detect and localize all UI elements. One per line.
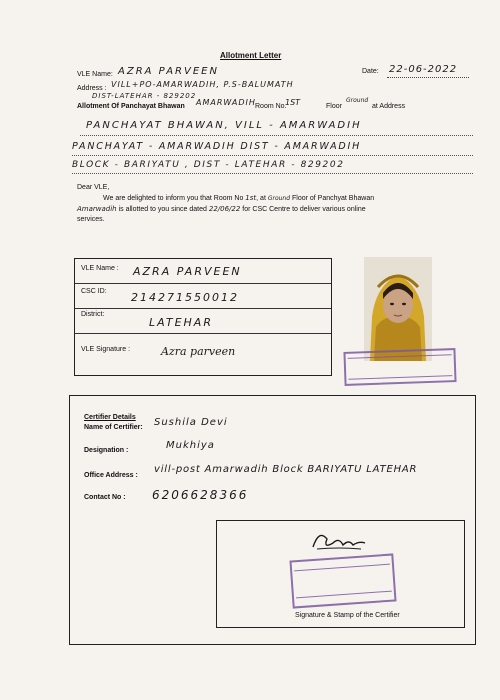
- vle-photo-image: [364, 257, 432, 361]
- certifier-signature-mark: [309, 527, 369, 553]
- date-underline: [387, 77, 469, 78]
- vle-box-name-value: AZRA PARVEEN: [133, 265, 242, 278]
- district-row: [75, 308, 331, 334]
- signature-stamp-caption: Signature & Stamp of the Certifier: [295, 612, 400, 619]
- designation-label: Designation :: [84, 447, 129, 454]
- csc-id-value: 214271550012: [131, 291, 239, 304]
- para-line-3: services.: [77, 216, 105, 223]
- address-line-2: DIST-LATEHAR - 829202: [92, 92, 197, 100]
- para-room: 1st: [245, 194, 257, 202]
- csc-id-row: [75, 283, 331, 309]
- certifier-name-label: Name of Certifier:: [84, 424, 143, 431]
- panchayat-stamp-top: [343, 348, 456, 386]
- para-text-2-rest: for CSC Centre to deliver various online: [242, 206, 366, 213]
- para-text-2: is allotted to you since dated: [118, 206, 207, 213]
- para-at: , at: [256, 195, 266, 202]
- address-rule-1: [80, 135, 473, 136]
- certifier-box: [69, 395, 476, 645]
- office-address-value: vill-post Amarwadih Block BARIYATU LATEHAR: [154, 464, 418, 475]
- vle-details-box: [74, 258, 332, 376]
- contact-value: 6206628366: [152, 488, 249, 502]
- address-text-line-1: PANCHAYAT BHAWAN, VILL - AMARWADIH: [86, 120, 362, 131]
- room-value: 1ST: [285, 98, 301, 107]
- para-line-1: [103, 193, 374, 204]
- address-line-1: VILL+PO-AMARWADIH, P.S-BALUMATH: [111, 80, 294, 89]
- date-value: 22-06-2022: [389, 64, 458, 75]
- letter-title: Allotment Letter: [220, 51, 282, 60]
- allotment-label: Allotment Of Panchayat Bhawan: [77, 103, 185, 110]
- vle-box-name-label: VLE Name :: [81, 265, 119, 272]
- address-text-line-2: PANCHAYAT - AMARWADIH DIST - AMARWADIH: [72, 141, 362, 152]
- address-text-line-3: BLOCK - BARIYATU , DIST - LATEHAR - 829202: [72, 160, 345, 170]
- stamp-inner-lines: [348, 354, 453, 380]
- vle-signature-value: Azra parveen: [161, 345, 236, 358]
- floor-value: Ground: [346, 97, 369, 104]
- certifier-name-value: Sushila Devi: [154, 417, 228, 428]
- room-label: Room No.: [255, 103, 287, 110]
- contact-label: Contact No :: [84, 494, 126, 501]
- para-date: 22/06/22: [208, 205, 241, 213]
- vle-name-value: AZRA PARVEEN: [118, 66, 219, 77]
- para-floor: Ground: [267, 195, 291, 202]
- district-value: LATEHAR: [149, 316, 213, 329]
- certifier-stamp: [289, 553, 396, 608]
- vle-photo: [364, 257, 432, 361]
- csc-id-label: CSC ID:: [81, 288, 107, 295]
- allotment-value: AMARWADIH: [196, 98, 256, 107]
- vle-name-label: VLE Name:: [77, 71, 113, 78]
- district-label: District:: [81, 311, 105, 318]
- floor-label: Floor: [326, 103, 342, 110]
- para-panchayat: Amarwadih: [77, 205, 117, 213]
- address-rule-3: [72, 173, 473, 174]
- address-rule-2: [72, 155, 473, 156]
- certifier-heading: Certifier Details: [84, 414, 136, 421]
- address-label: Address :: [77, 85, 107, 92]
- designation-value: Mukhiya: [166, 440, 215, 451]
- office-address-label: Office Address :: [84, 472, 138, 479]
- para-line-2: [77, 204, 366, 215]
- salutation: Dear VLE,: [77, 184, 110, 191]
- certifier-signature-box: [216, 520, 465, 628]
- para-text-1: We are delighted to inform you that Room No: [103, 195, 244, 202]
- at-address-label: at Address: [372, 103, 406, 110]
- date-label: Date:: [362, 68, 379, 75]
- vle-signature-row: [75, 333, 331, 375]
- para-floor-rest: Floor of Panchyat Bhawan: [292, 195, 375, 202]
- certifier-stamp-lines: [294, 564, 392, 599]
- vle-signature-label: VLE Signature :: [81, 346, 131, 353]
- vle-name-row: [75, 259, 331, 284]
